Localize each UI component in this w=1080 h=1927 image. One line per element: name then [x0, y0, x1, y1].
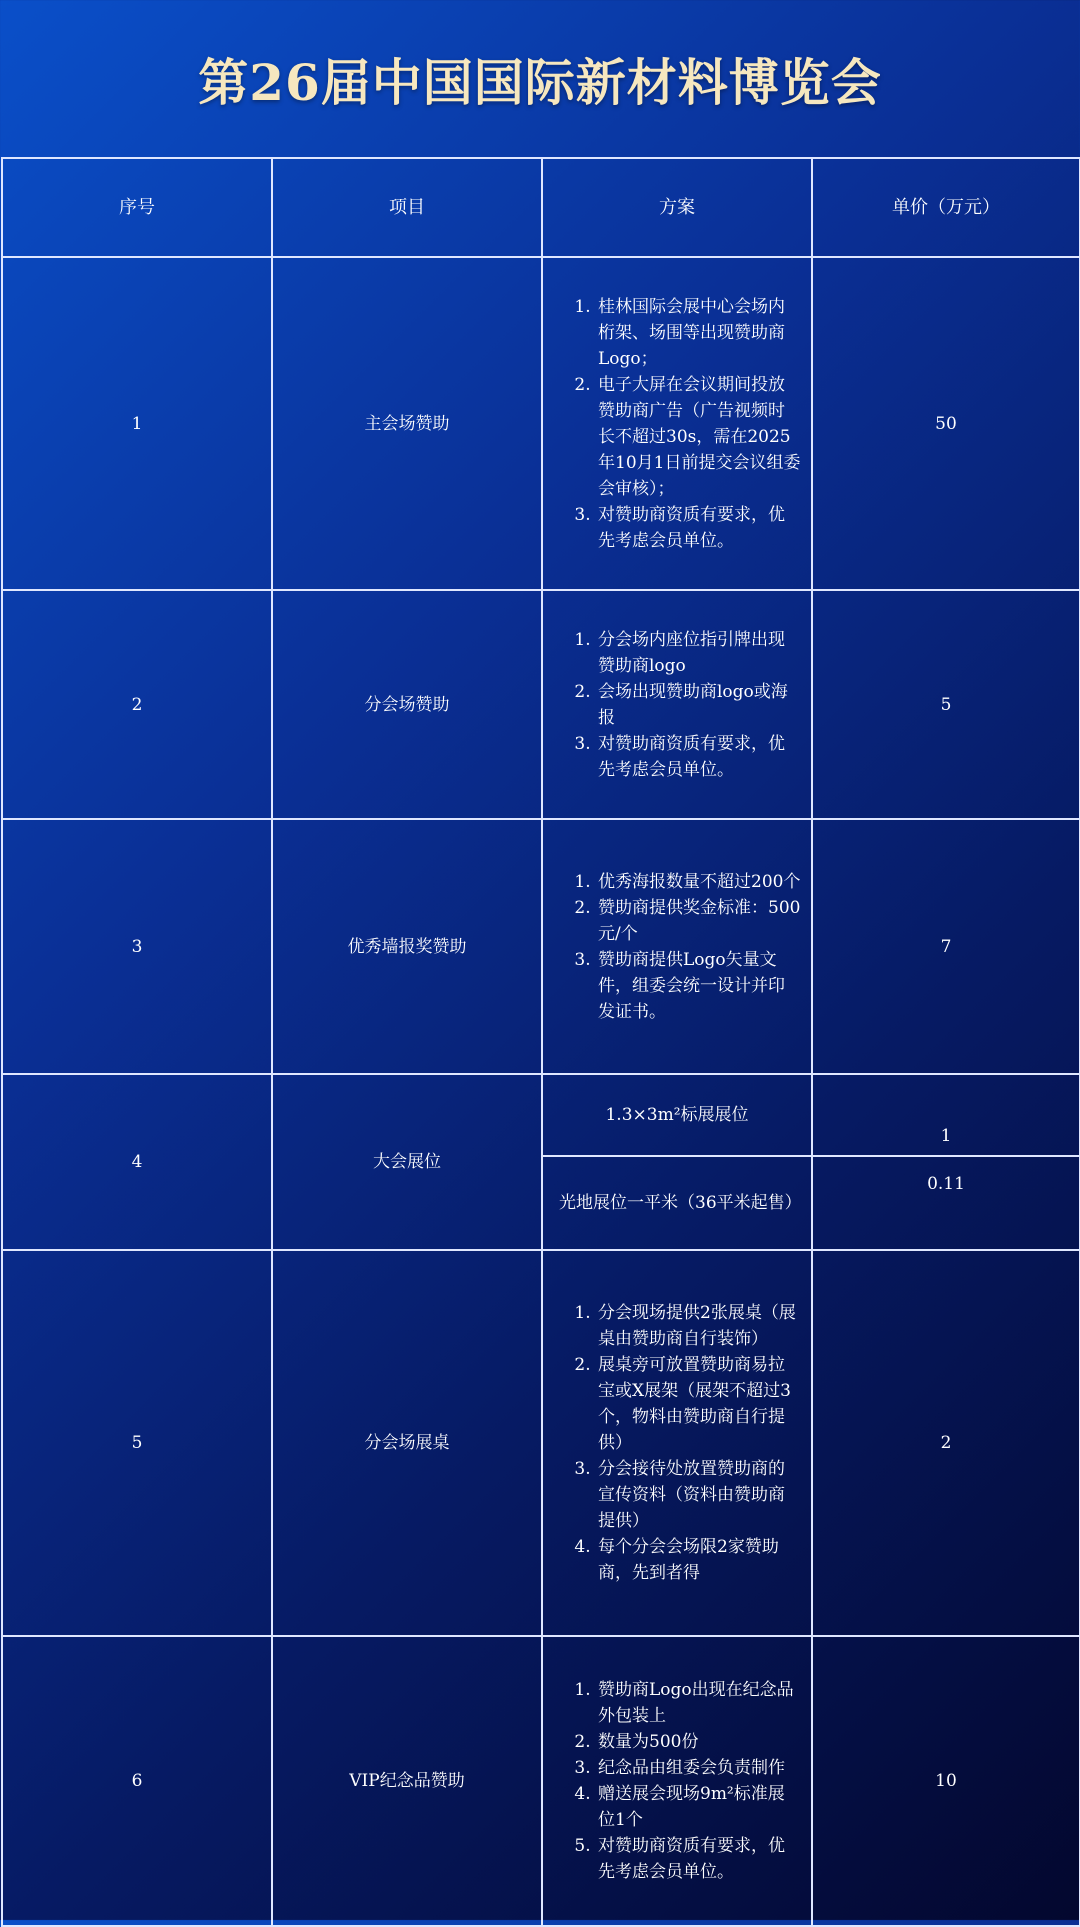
- cell-no: 1: [2, 257, 272, 590]
- cell-item: 主会场赞助: [272, 257, 542, 590]
- plan-list: [543, 869, 811, 1025]
- plan-list-item: 3. 分会接待处放置赞助商的宣传资料（资料由赞助商提供）: [596, 1456, 801, 1534]
- plan-list-item: 3. 纪念品由组委会负责制作: [596, 1755, 801, 1781]
- plan-list-item: 4. 赠送展会现场9m²标准展位1个: [596, 1781, 801, 1833]
- cell-item: 分会场赞助: [272, 590, 542, 819]
- header-item: 项目: [272, 158, 542, 257]
- plan-list-item: 3. 对赞助商资质有要求，优先考虑会员单位。: [596, 731, 801, 783]
- table-row: [2, 1250, 1080, 1636]
- plan-list: [543, 1300, 811, 1586]
- plan-list-item: 1. 赞助商Logo出现在纪念品外包装上: [596, 1677, 801, 1729]
- cell-item: 分会场展桌: [272, 1250, 542, 1636]
- plan-list: [543, 294, 811, 554]
- plan-list-item: 3. 对赞助商资质有要求，优先考虑会员单位。: [596, 502, 801, 554]
- table-row: [2, 1636, 1080, 1926]
- cell-item: 优秀墙报奖赞助: [272, 819, 542, 1074]
- plan-list-item: 1. 优秀海报数量不超过200个: [596, 869, 801, 895]
- cell-price: 0.11: [812, 1156, 1080, 1250]
- plan-list-item: 1. 桂林国际会展中心会场内桁架、场围等出现赞助商Logo；: [596, 294, 801, 372]
- plan-list: [543, 1677, 811, 1885]
- plan-list-item: 4. 每个分会会场限2家赞助商，先到者得: [596, 1534, 801, 1586]
- plan-list-item: 5. 对赞助商资质有要求，优先考虑会员单位。: [596, 1833, 801, 1885]
- header-no: 序号: [2, 158, 272, 257]
- cell-price: 7: [812, 819, 1080, 1074]
- header-price: 单价（万元）: [812, 158, 1080, 257]
- cell-no: 5: [2, 1250, 272, 1636]
- header-plan: 方案: [542, 158, 812, 257]
- cell-no: 6: [2, 1636, 272, 1926]
- cell-no: 4: [2, 1074, 272, 1250]
- table-row: [2, 819, 1080, 1074]
- table-row: [2, 257, 1080, 590]
- plan-list-item: 2. 数量为500份: [596, 1729, 801, 1755]
- table-header-row: [2, 158, 1080, 257]
- plan-list-item: 1. 分会场内座位指引牌出现赞助商logo: [596, 627, 801, 679]
- plan-list-item: 1. 分会现场提供2张展桌（展桌由赞助商自行装饰）: [596, 1300, 801, 1352]
- cell-price: 5: [812, 590, 1080, 819]
- plan-list-item: 2. 电子大屏在会议期间投放赞助商广告（广告视频时长不超过30s，需在2025年10月1日前提交会议组委会审核）；: [596, 372, 801, 502]
- cell-price: 1: [812, 1074, 1080, 1156]
- cell-plan: [542, 1250, 812, 1636]
- plan-list-item: 2. 赞助商提供奖金标准：500元/个: [596, 895, 801, 947]
- cell-plan: 光地展位一平米（36平米起售）: [542, 1156, 812, 1250]
- cell-no: 2: [2, 590, 272, 819]
- cell-plan: 1.3×3m²标展展位: [542, 1074, 812, 1156]
- cell-price: 10: [812, 1636, 1080, 1926]
- cell-item: 大会展位: [272, 1074, 542, 1250]
- page-title: 第26届中国国际新材料博览会: [198, 52, 882, 112]
- table-row: [2, 1074, 1080, 1156]
- cell-plan: [542, 1636, 812, 1926]
- table-row: [2, 590, 1080, 819]
- cell-price: 50: [812, 257, 1080, 590]
- plan-list-item: 2. 展桌旁可放置赞助商易拉宝或X展架（展架不超过3个，物料由赞助商自行提供）: [596, 1352, 801, 1456]
- plan-list-item: 2. 会场出现赞助商logo或海报: [596, 679, 801, 731]
- plan-list: [543, 627, 811, 783]
- cell-no: 3: [2, 819, 272, 1074]
- cell-plan: [542, 257, 812, 590]
- sponsorship-table: [1, 157, 1080, 1927]
- cell-price: 2: [812, 1250, 1080, 1636]
- cell-item: VIP纪念品赞助: [272, 1636, 542, 1926]
- plan-list-item: 3. 赞助商提供Logo矢量文件，组委会统一设计并印发证书。: [596, 947, 801, 1025]
- cell-plan: [542, 819, 812, 1074]
- cell-plan: [542, 590, 812, 819]
- header: [0, 0, 1080, 157]
